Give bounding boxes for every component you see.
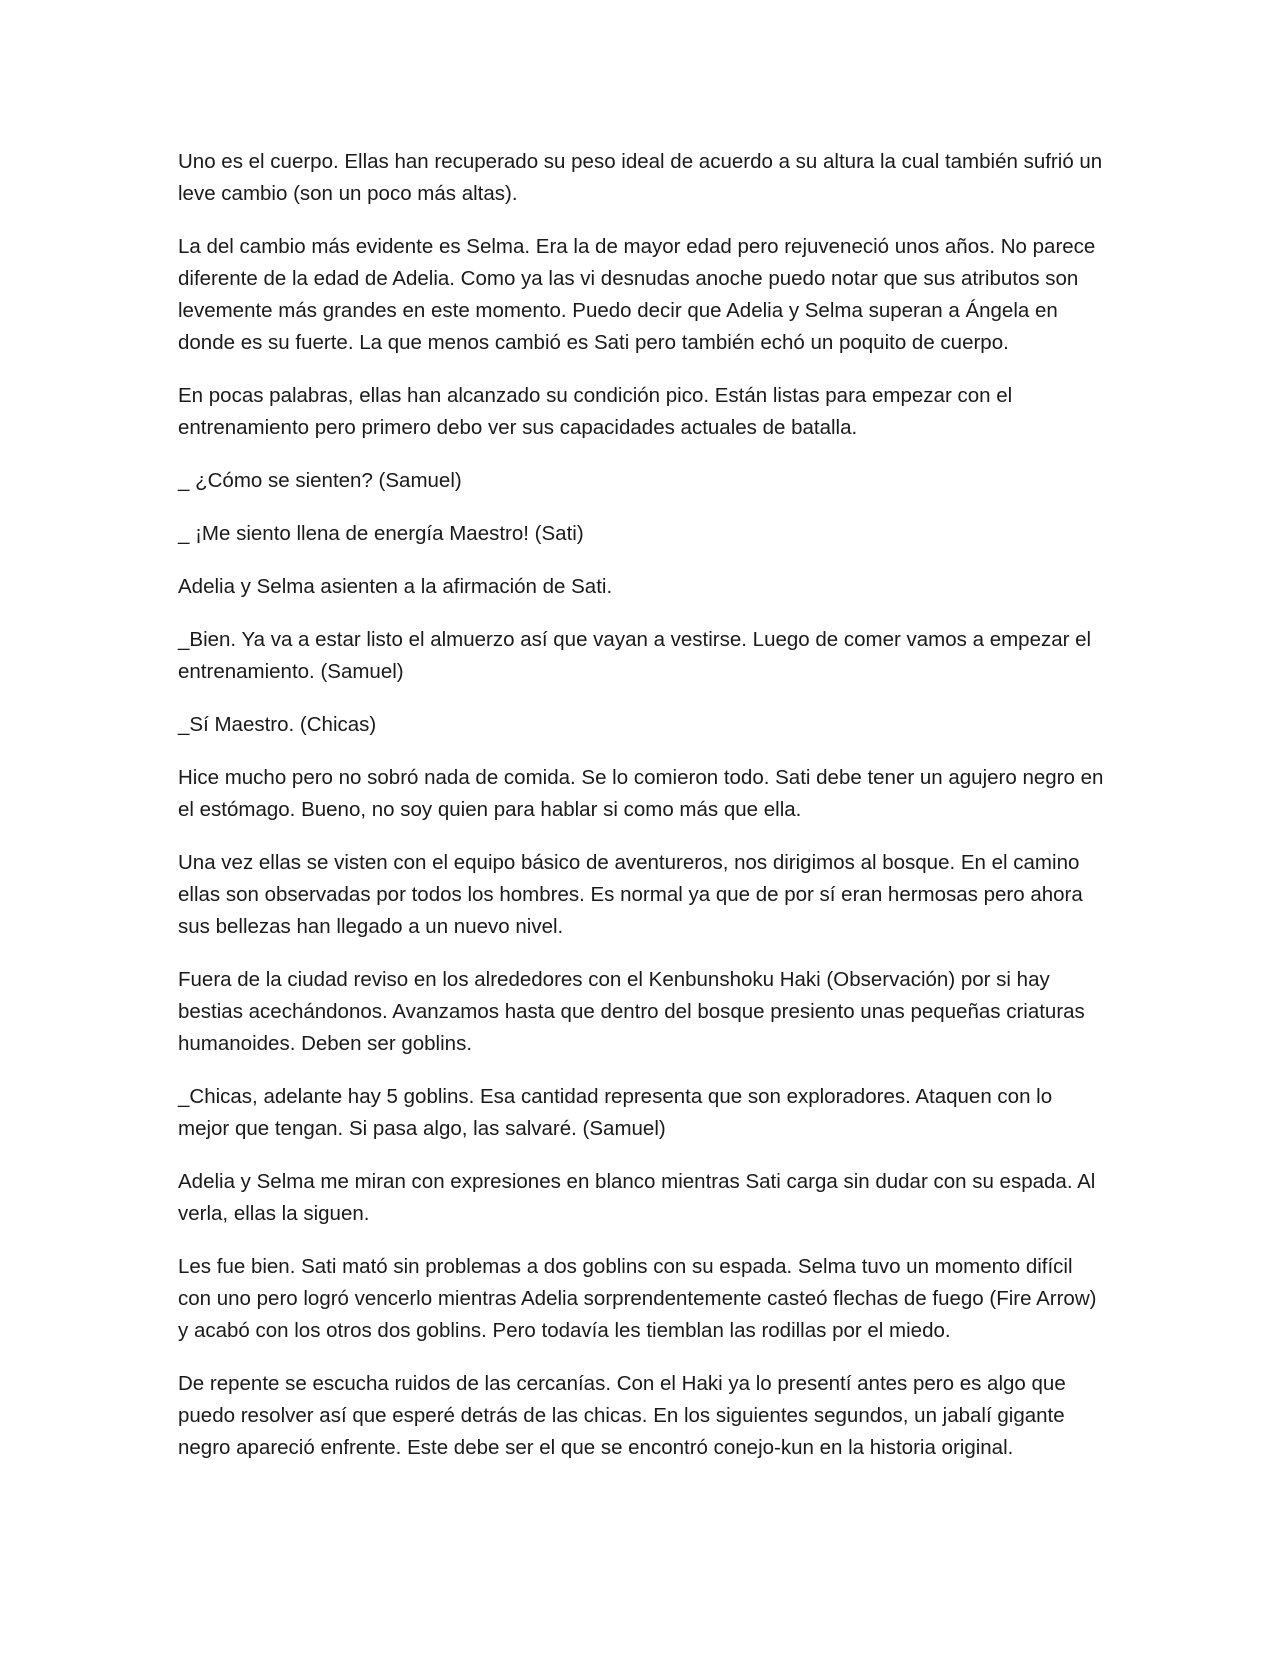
dialogue-line: _ ¡Me siento llena de energía Maestro! (Sati) xyxy=(178,522,584,545)
paragraph: Una vez ellas se visten con el equipo básico de aventureros, nos dirigimos al bosque. En el camino ellas son observadas por todos los hombres. Es normal ya que de por sí eran hermosas pero ahora sus bellezas han llegado a un nuevo nivel. xyxy=(178,851,1083,938)
paragraph: En pocas palabras, ellas han alcanzado su condición pico. Están listas para empezar con el entrenamiento pero primero debo ver sus capacidades actuales de batalla. xyxy=(178,384,1013,439)
paragraph: Uno es el cuerpo. Ellas han recuperado su peso ideal de acuerdo a su altura la cual también sufrió un leve cambio (son un poco más altas). xyxy=(178,150,1103,205)
paragraph: Adelia y Selma asienten a la afirmación de Sati. xyxy=(178,575,613,598)
dialogue-line: _Sí Maestro. (Chicas) xyxy=(178,713,377,736)
paragraph: Fuera de la ciudad reviso en los alrededores con el Kenbunshoku Haki (Observación) por si hay bestias acechándonos. Avanzamos hasta que dentro del bosque presiento unas pequeñas criaturas humanoides. Deben ser goblins. xyxy=(178,968,1085,1055)
dialogue-line: _Bien. Ya va a estar listo el almuerzo así que vayan a vestirse. Luego de comer vamos a empezar el entrenamiento. (Samuel) xyxy=(178,628,1092,683)
paragraph: De repente se escucha ruidos de las cercanías. Con el Haki ya lo presentí antes pero es algo que puedo resolver así que esperé detrás de las chicas. En los siguientes segundos, un jabalí gigante negro apareció enfrente. Este debe ser el que se encontró conejo-kun en la historia original. xyxy=(178,1372,1066,1459)
paragraph: Hice mucho pero no sobró nada de comida. Se lo comieron todo. Sati debe tener un agujero negro en el estómago. Bueno, no soy quien para hablar si como más que ella. xyxy=(178,766,1104,821)
paragraph: Les fue bien. Sati mató sin problemas a dos goblins con su espada. Selma tuvo un momento difícil con uno pero logró vencerlo mientras Adelia sorprendentemente casteó flechas de fuego (Fire Arrow) y acabó con los otros dos goblins. Pero todavía les tiemblan las rodillas por el miedo. xyxy=(178,1255,1097,1342)
dialogue-line: _ ¿Cómo se sienten? (Samuel) xyxy=(178,469,462,492)
paragraph: La del cambio más evidente es Selma. Era la de mayor edad pero rejuveneció unos años. No parece diferente de la edad de Adelia. Como ya las vi desnudas anoche puedo notar que sus atributos son levemente más grandes en este momento. Puedo decir que Adelia y Selma superan a Ángela en donde es su fuerte. La que menos cambió es Sati pero también echó un poquito de cuerpo. xyxy=(178,235,1096,354)
dialogue-line: _Chicas, adelante hay 5 goblins. Esa cantidad representa que son exploradores. Ataquen con lo mejor que tengan. Si pasa algo, las salvaré. (Samuel) xyxy=(178,1085,1053,1140)
document-body xyxy=(178,146,1108,1485)
paragraph: Adelia y Selma me miran con expresiones en blanco mientras Sati carga sin dudar con su espada. Al verla, ellas la siguen. xyxy=(178,1170,1096,1225)
